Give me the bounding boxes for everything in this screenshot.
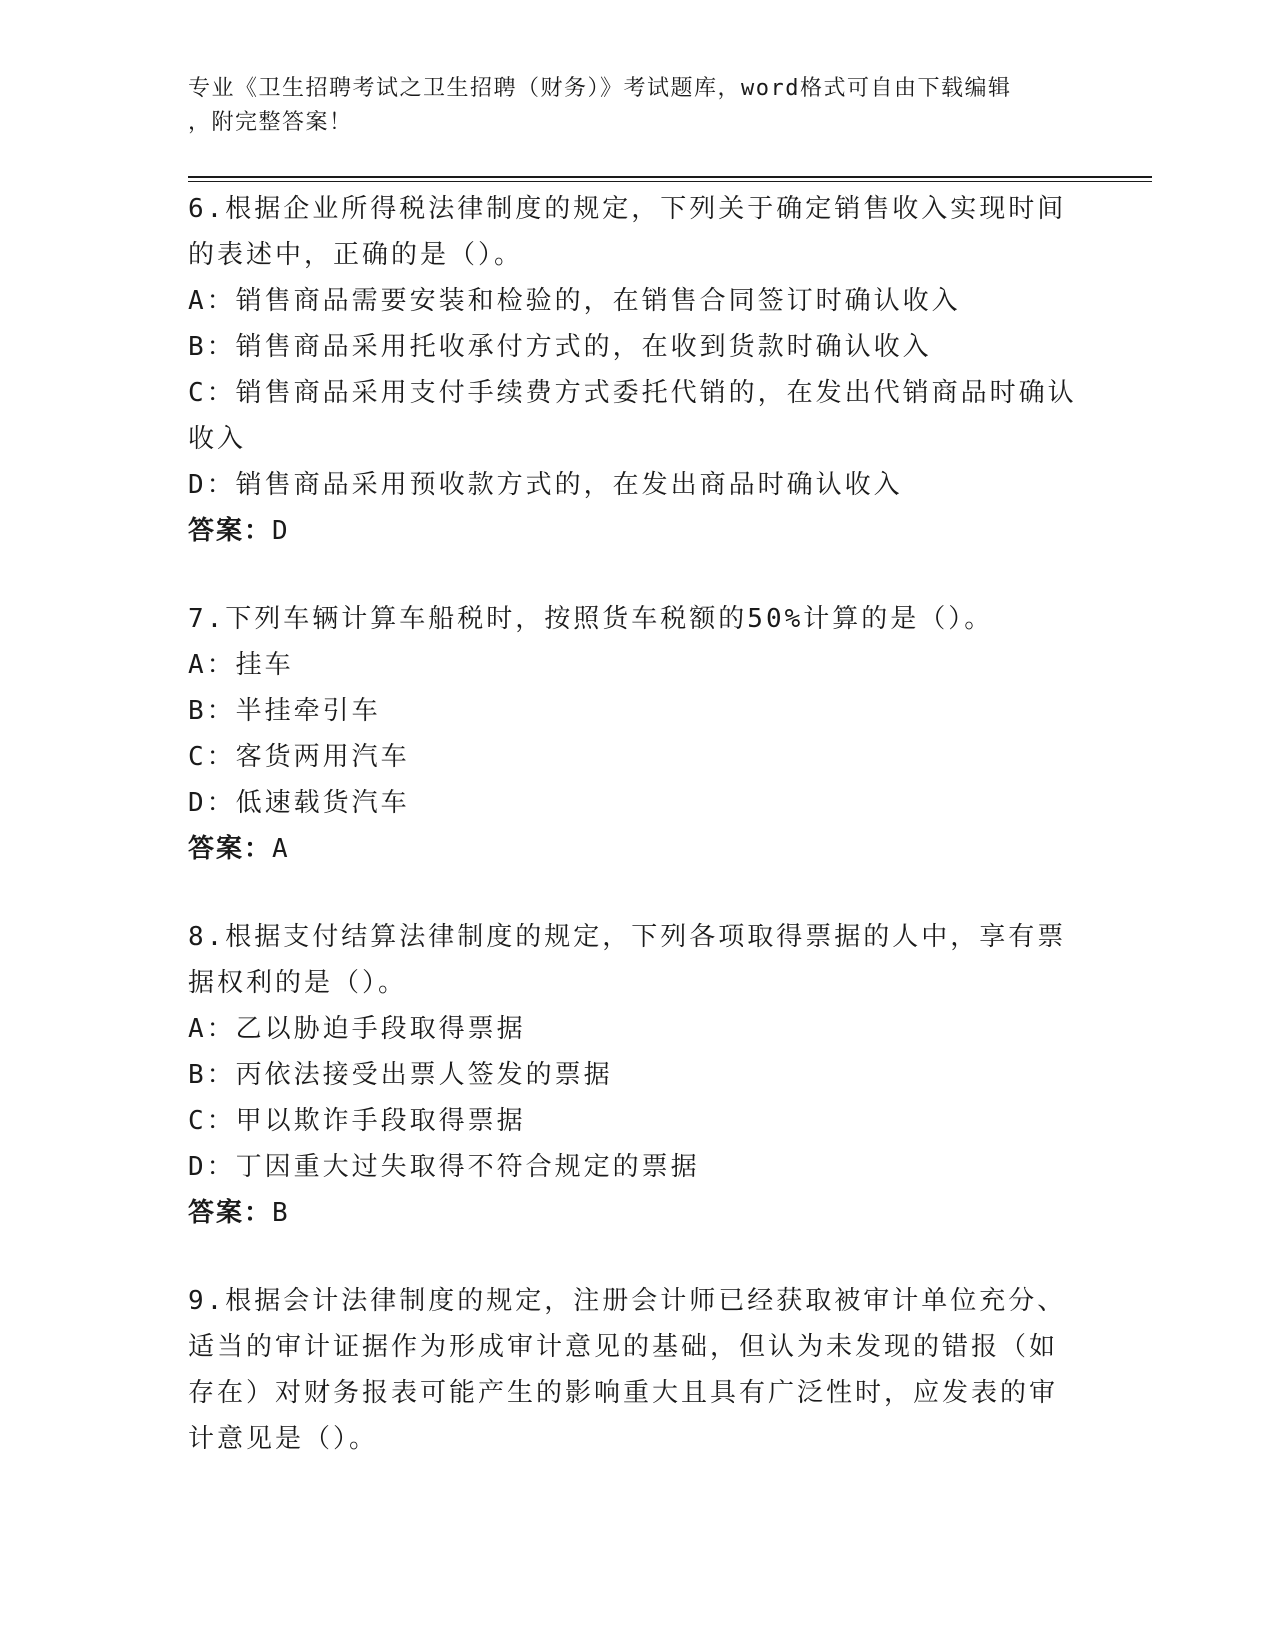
option-line: D：丁因重大过失取得不符合规定的票据	[188, 1152, 700, 1182]
answer-label: 答案：	[188, 516, 273, 546]
option-line: C：甲以欺诈手段取得票据	[188, 1106, 526, 1136]
option-line: B：半挂牵引车	[188, 696, 381, 726]
option-line: C：客货两用汽车	[188, 742, 410, 772]
question-block	[188, 186, 1088, 554]
question-stem-line: 6.根据企业所得税法律制度的规定，下列关于确定销售收入实现时间	[188, 194, 1067, 224]
answer-value: B	[272, 1198, 290, 1228]
document-header	[188, 72, 1068, 140]
answer-value: D	[272, 516, 290, 546]
option-line: C：销售商品采用支付手续费方式委托代销的，在发出代销商品时确认	[188, 378, 1077, 408]
question-stem-line: 计意见是（）。	[188, 1424, 379, 1454]
answer-value: A	[272, 834, 290, 864]
option-line: D：低速载货汽车	[188, 788, 410, 818]
option-line: 收入	[188, 424, 247, 454]
option-line: B：丙依法接受出票人签发的票据	[188, 1060, 613, 1090]
question-stem-line: 7.下列车辆计算车船税时，按照货车税额的50%计算的是（）。	[188, 604, 994, 634]
option-line: D：销售商品采用预收款方式的，在发出商品时确认收入	[188, 470, 903, 500]
header-line-1: 专业《卫生招聘考试之卫生招聘（财务）》考试题库，word格式可自由下载编辑	[188, 76, 1012, 101]
option-line: A：挂车	[188, 650, 294, 680]
question-block	[188, 596, 1088, 872]
answer-line	[188, 826, 1088, 872]
question-stem-line: 的表述中，正确的是（）。	[188, 240, 524, 270]
answer-label: 答案：	[188, 834, 273, 864]
question-block	[188, 914, 1088, 1236]
header-line-2: ，附完整答案！	[188, 110, 353, 135]
question-stem-line: 据权利的是（）。	[188, 968, 408, 998]
header-divider-thick	[188, 176, 1152, 178]
answer-line	[188, 1190, 1088, 1236]
question-block	[188, 1278, 1088, 1462]
option-line: B：销售商品采用托收承付方式的，在收到货款时确认收入	[188, 332, 932, 362]
question-stem-line: 存在）对财务报表可能产生的影响重大且具有广泛性时，应发表的审	[188, 1378, 1059, 1408]
answer-line	[188, 508, 1088, 554]
header-divider-thin	[188, 181, 1152, 182]
option-line: A：销售商品需要安装和检验的，在销售合同签订时确认收入	[188, 286, 961, 316]
question-list	[188, 186, 1088, 1504]
answer-label: 答案：	[188, 1198, 273, 1228]
question-stem-line: 适当的审计证据作为形成审计意见的基础，但认为未发现的错报（如	[188, 1332, 1059, 1362]
question-stem-line: 8.根据支付结算法律制度的规定，下列各项取得票据的人中，享有票	[188, 922, 1067, 952]
question-stem-line: 9.根据会计法律制度的规定，注册会计师已经获取被审计单位充分、	[188, 1286, 1067, 1316]
option-line: A：乙以胁迫手段取得票据	[188, 1014, 526, 1044]
